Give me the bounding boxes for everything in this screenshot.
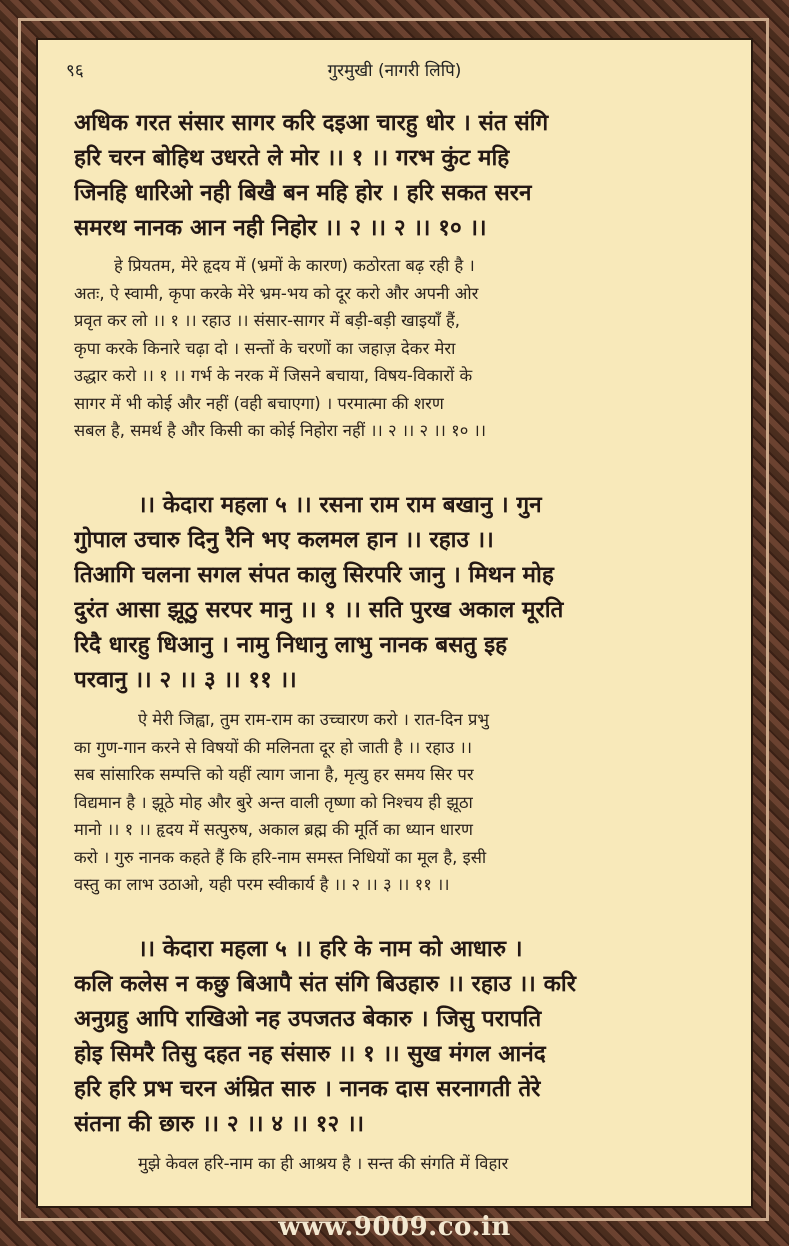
- page-number: ९६: [66, 61, 84, 81]
- verse-line: परवानु ।। २ ।। ३ ।। ११ ।।: [74, 667, 297, 693]
- gurmukhi-verse-2: [74, 488, 715, 698]
- verse-line: हरि चरन बोहिथ उधरते ले मोर ।। १ ।। गरभ कुंट महि: [74, 145, 510, 171]
- verse-line: रिदै धारहु धिआनु । नामु निधानु लाभु नानक बसतु इह: [74, 632, 508, 658]
- verse-line: कलि कलेस न कछु बिआपै संत संगि बिउहारु ।। रहाउ ।। करि: [74, 971, 576, 997]
- translation-line: सबल है, समर्थ है और किसी का कोई निहोरा नहीं ।। २ ।। २ ।। १० ।।: [74, 421, 487, 440]
- verse-line: अधिक गरत संसार सागर करि दइआ चारहु धोर । संत संगि: [74, 110, 549, 136]
- translation-line: कृपा करके किनारे चढ़ा दो । सन्तों के चरणों का जहाज़ देकर मेरा: [74, 338, 456, 358]
- verse-line: अनुग्रहु आपि राखिओ नह उपजतउ बेकारु । जिसु परापति: [74, 1006, 542, 1032]
- hindi-translation-3: [74, 1150, 715, 1178]
- translation-line: मानो ।। १ ।। हृदय में सत्पुरुष, अकाल ब्रह्म की मूर्ति का ध्यान धारण: [74, 820, 473, 839]
- translation-line: का गुण-गान करने से विषयों की मलिनता दूर हो जाती है ।। रहाउ ।।: [74, 737, 473, 757]
- translation-line: मुझे केवल हरि-नाम का ही आश्रय है । सन्त की संगति में विहार: [138, 1154, 509, 1173]
- verse-line: संतना की छारु ।। २ ।। ४ ।। १२ ।।: [74, 1111, 365, 1137]
- page-title: गुरमुखी (नागरी लिपि): [327, 61, 462, 81]
- page-header: [38, 58, 751, 86]
- translation-line: सब सांसारिक सम्पत्ति को यहीं त्याग जाना है, मृत्यु हर समय सिर पर: [74, 765, 474, 784]
- hindi-translation-2: [74, 706, 715, 899]
- translation-line: प्रवृत कर लो ।। १ ।। रहाउ ।। संसार-सागर में बड़ी-बड़ी खाइयाँ हैं,: [74, 311, 461, 330]
- translation-line: ऐ मेरी जिह्वा, तुम राम-राम का उच्चारण करो । रात-दिन प्रभु: [138, 710, 489, 729]
- verse-line: हरि हरि प्रभ चरन अंम्रित सारु । नानक दास सरनागती तेरे: [74, 1076, 541, 1102]
- website-url: www.9009.co.in: [278, 1212, 511, 1242]
- gurmukhi-verse-1: [74, 106, 715, 246]
- verse-line: तिआगि चलना सगल संपत कालु सिरपरि जानु । मिथन मोह: [74, 562, 554, 588]
- translation-line: हे प्रियतम, मेरे हृदय में (भ्रमों के कारण) कठोरता बढ़ रही है ।: [114, 256, 475, 275]
- verse-line: गुोपाल उचारु दिनु रैनि भए कलमल हान ।। रहाउ ।।: [74, 527, 494, 553]
- verse-line: ।। केदारा महला ५ ।। हरि के नाम को आधारु ।: [138, 936, 523, 962]
- translation-line: वस्तु का लाभ उठाओ, यही परम स्वीकार्य है ।। २ ।। ३ ।। ११ ।।: [74, 875, 450, 894]
- verse-line: समरथ नानक आन नही निहोर ।। २ ।। २ ।। १० ।।: [74, 215, 487, 241]
- gurmukhi-verse-3: [74, 932, 715, 1142]
- translation-line: सागर में भी कोई और नहीं (वही बचाएगा) । परमात्मा की शरण: [74, 393, 444, 413]
- book-page: [36, 38, 753, 1208]
- verse-line: ।। केदारा महला ५ ।। रसना राम राम बखानु । गुन: [138, 492, 542, 518]
- hindi-translation-1: [74, 252, 715, 445]
- translation-line: करो । गुरु नानक कहते हैं कि हरि-नाम समस्त निधियों का मूल है, इसी: [74, 847, 487, 867]
- verse-line: होइ सिमरै तिसु दहत नह संसारु ।। १ ।। सुख मंगल आनंद: [74, 1041, 546, 1067]
- translation-line: उद्धार करो ।। १ ।। गर्भ के नरक में जिसने बचाया, विषय-विकारों के: [74, 366, 473, 385]
- translation-line: अतः, ऐ स्वामी, कृपा करके मेरे भ्रम-भय को दूर करो और अपनी ओर: [74, 283, 479, 303]
- translation-line: विद्यमान है । झूठे मोह और बुरे अन्त वाली तृष्णा को निश्चय ही झूठा: [74, 792, 473, 812]
- verse-line: जिनहि धारिओ नही बिखै बन महि होर । हरि सकत सरन: [74, 180, 532, 206]
- verse-line: दुरंत आसा झूठु सरपर मानु ।। १ ।। सति पुरख अकाल मूरति: [74, 597, 564, 623]
